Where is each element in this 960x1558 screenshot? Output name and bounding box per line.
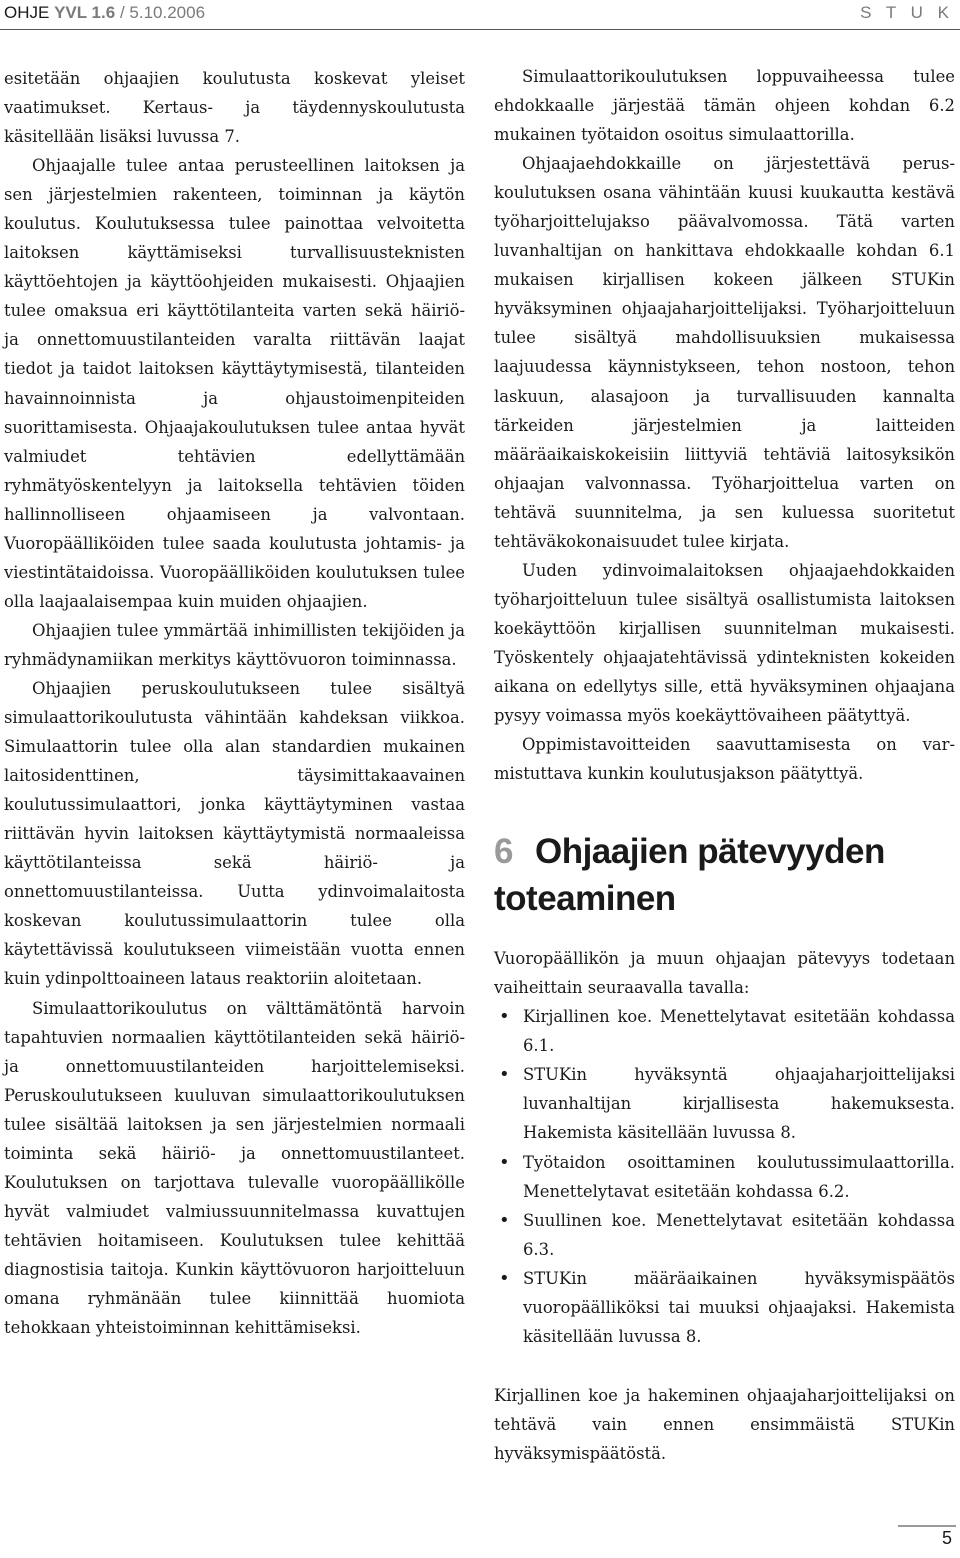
paragraph: Ohjaajien peruskoulutukseen tulee sisältyä simulaattorikoulutusta vähintään kahdeksan viikkoa. Simulaattorin tulee olla alan standardien mukainen laitosidenttinen, täysimittakaavainen koulutussimulaattori, jonka käyttäytyminen vastaa riittävän hyvin laitoksen käyttäytymistä normaaleissa käyttötilanteissa sekä häiriö- ja onnettomuustilanteissa. Uutta ydinvoimalaitosta koskevan koulutussimulaattorin tulee olla käytettävissä koulutukseen viimeistään vuotta ennen kuin ydinpolttoaineen lataus reaktoriin aloitetaan.: [4, 678, 465, 989]
organization-name: S T U K: [860, 3, 954, 22]
bullet-list: [494, 1002, 955, 1351]
list-item: • Kirjallinen koe. Menettelytavat esitetään kohdassa 6.1.: [494, 1002, 955, 1060]
paragraph: Ohjaajaehdokkaille on järjestettävä peruskoulutuksen osana vähintään kuusi kuukautta kestävä työharjoittelujakso päävalvomossa. Tätä varten luvanhaltijan on hankittava ehdokkaalle kohdan 6.1 mukaisen kirjallisen kokeen jälkeen STUKin hyväksyminen ohjaajaharjoittelijaksi. Työharjoitteluun tulee sisältyä mahdollisuuksien mukaisessa laajuudessa käynnistykseen, tehon nostoon, tehon laskuun, alasajoon ja turvallisuuden kannalta tärkeiden järjestelmien ja laitteiden määräaikaiskokeisiin liittyviä tehtäviä laitosyksikön ohjaajan valvonnassa. Työharjoittelua varten on tehtävä suunnitelma, ja sen kuluessa suoritetut tehtäväkokonaisuudet tulee kirjata.: [494, 154, 955, 551]
section-heading: [494, 828, 955, 922]
section-number: 6: [494, 832, 513, 872]
document-date: 5.10.2006: [129, 3, 206, 22]
section-intro: Vuoropäällikön ja muun ohjaajan pätevyys todetaan vaiheittain seuraavalla tavalla:: [494, 949, 955, 998]
list-item: • Suullinen koe. Menettelytavat esitetään kohdassa 6.3.: [494, 1206, 955, 1264]
document-type: OHJE: [4, 3, 50, 22]
document-reference: [4, 3, 205, 23]
left-column: [4, 64, 465, 1342]
paragraph: Oppimistavoitteiden saavuttamisesta on varmistuttava kunkin koulutusjakson päätyttyä.: [494, 735, 955, 784]
paragraph: Ohjaajalle tulee antaa perusteellinen laitoksen ja sen järjestelmien rakenteen, toiminnan ja käytön koulutus. Koulutuksessa tulee painottaa velvoitetta laitoksen käyttämiseksi turvallisuusteknisten käyttöehtojen ja käyttöohjeiden mukaisesti. Ohjaajien tulee omaksua eri käyttötilanteita varten sekä häiriö- ja onnettomuustilanteiden varalta riittävän laajat tiedot ja taidot laitoksen käyttäytymisestä, tilanteiden havainnoinnista ja ohjaustoimenpiteiden suorittamisesta. Ohjaajakoulutuksen tulee antaa hyvät valmiudet tehtävien edellyttämään ryhmätyöskentelyyn ja laitoksella tehtävien töiden hallinnolliseen ohjaamiseen ja valvontaan. Vuoropäälliköiden tulee saada koulutusta johtamis- ja viestintätaidoissa. Vuoropäälliköiden koulutuksen tulee olla laajaalaisempaa kuin muiden ohjaajien.: [4, 156, 465, 611]
paragraph: esitetään ohjaajien koulutusta koskevat yleiset vaatimukset. Kertaus- ja täydennyskoulutusta käsitellään lisäksi luvussa 7.: [4, 69, 465, 147]
list-item: • Työtaidon osoittaminen koulutussimulaattorilla. Menettelytavat esitetään kohdassa 6.2.: [494, 1148, 955, 1206]
list-item: • STUKin määräaikainen hyväksymispäätös vuoropäälliköksi tai muuksi ohjaajaksi. Hakemista käsitellään luvussa 8.: [494, 1264, 955, 1351]
guide-code: YVL 1.6: [54, 3, 116, 22]
header-separator: /: [119, 3, 125, 22]
paragraph: Uuden ydinvoimalaitoksen ohjaajaehdokkaiden työharjoitteluun tulee sisältyä osallistumista laitoksen koekäyttöön kirjallisen suunnitelman mukaisesti. Työskentely ohjaajatehtävissä ydinteknisten kokeiden aikana on edellytys sille, että hyväksyminen ohjaajana pysyy voimassa myös koekäyttövaiheen päätyttyä.: [494, 560, 955, 726]
paragraph: Simulaattorikoulutus on välttämätöntä harvoin tapahtuvien normaalien käyttötilanteiden sekä häiriö- ja onnettomuustilanteiden harjoittelemiseksi. Peruskoulutukseen kuuluvan simulaattorikoulutuksen tulee sisältää laitoksen ja sen järjestelmien normaali toiminta sekä häiriö- ja onnettomuustilanteet. Koulutuksen on tarjottava tulevalle vuoropäällikölle hyvät valmiudet valmiussuunnitelmassa kuvattujen tehtävien hoitamiseen. Koulutuksen tulee kehittää diagnostisia taitoja. Kunkin käyttövuoron harjoitteluun omana ryhmänään tulee kiinnittää huomiota tehokkaan yhteistoiminnan kehittämiseksi.: [4, 998, 465, 1338]
header-divider: [0, 29, 960, 30]
closing-paragraph: Kirjallinen koe ja hakeminen ohjaajaharjoittelijaksi on tehtävä vain ennen ensimmäistä STUKin hyväksymispäätöstä.: [494, 1385, 955, 1463]
page-header: [0, 0, 960, 30]
page-number: 5: [941, 1528, 952, 1548]
list-item: • STUKin hyväksyntä ohjaajaharjoittelijaksi luvanhaltijan kirjallisesta hakemuksesta. Hakemista käsitellään luvussa 8.: [494, 1060, 955, 1147]
paragraph: Simulaattorikoulutuksen loppuvaiheessa tulee ehdokkaalle järjestää tämän ohjeen kohdan 6.2 mukainen työtaidon osoitus simulaattorilla.: [494, 67, 955, 145]
section-title: Ohjaajien pätevyyden toteaminen: [494, 832, 885, 919]
footer-divider: [898, 1525, 956, 1527]
paragraph: Ohjaajien tulee ymmärtää inhimillisten tekijöiden ja ryhmädynamiikan merkitys käyttövuoron toiminnassa.: [4, 620, 465, 669]
right-column: [494, 62, 955, 1468]
